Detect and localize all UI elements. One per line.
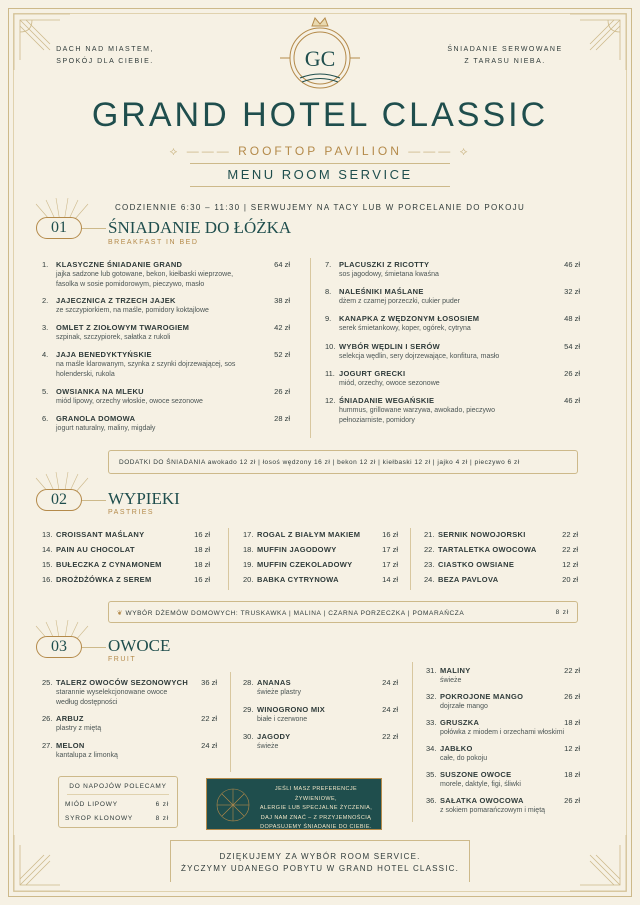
column-divider — [228, 528, 229, 590]
right-tagline: ŚNIADANIE SERWOWANE Z TARASU NIEBA. — [447, 46, 563, 65]
item-name: JOGURT GRECKI — [339, 369, 406, 378]
item-price: 26 zł — [274, 387, 290, 396]
item-name: MUFFIN CZEKOLADOWY — [257, 560, 353, 569]
menu-item — [426, 770, 580, 790]
item-number: 28. — [243, 678, 254, 687]
item-number: 14. — [42, 545, 53, 554]
item-number: 34. — [426, 744, 437, 753]
menu-item — [243, 530, 398, 540]
menu-item — [325, 287, 580, 307]
column-divider — [412, 662, 413, 822]
corner-ornament-bottom-left — [10, 825, 80, 895]
item-description: morele, daktyle, figi, śliwki — [440, 781, 521, 788]
sunburst-icon — [213, 785, 253, 825]
item-name: PAIN AU CHOCOLAT — [56, 545, 135, 554]
column-divider — [230, 672, 231, 772]
jams-price: 8 zł — [555, 609, 569, 616]
item-price: 24 zł — [382, 705, 398, 714]
item-description: miód, orzechy, owoce sezonowe — [339, 380, 440, 387]
item-name: GRUSZKA — [440, 718, 480, 727]
item-name: DROŻDŻÓWKA Z SEREM — [56, 575, 152, 584]
item-description: serek śmietankowy, koper, ogórek, cytryna — [339, 325, 471, 332]
item-name: POKROJONE MANGO — [440, 692, 524, 701]
item-price: 22 zł — [382, 732, 398, 741]
menu-item — [424, 575, 578, 585]
item-number: 4. — [42, 350, 49, 359]
item-number: 32. — [426, 692, 437, 701]
item-number: 27. — [42, 741, 53, 750]
item-price: 38 zł — [274, 296, 290, 305]
item-price: 12 zł — [562, 560, 578, 569]
item-name: PLACUSZKI Z RICOTTY — [339, 260, 430, 269]
menu-item — [243, 560, 398, 570]
item-price: 22 zł — [564, 666, 580, 675]
item-price: 54 zł — [564, 342, 580, 351]
menu-title: MENU ROOM SERVICE — [227, 167, 413, 182]
menu-item — [42, 575, 210, 585]
item-name: TALERZ OWOCÓW SEZONOWYCH — [56, 678, 189, 687]
item-price: 22 zł — [562, 530, 578, 539]
item-number: 5. — [42, 387, 49, 396]
item-number: 13. — [42, 530, 53, 539]
item-price: 16 zł — [194, 575, 210, 584]
drink-name: MIÓD LIPOWY — [65, 801, 118, 808]
item-name: WYBÓR WĘDLIN I SERÓW — [339, 342, 440, 351]
item-name: ANANAS — [257, 678, 291, 687]
item-name: SERNIK NOWOJORSKI — [438, 530, 526, 539]
item-number: 7. — [325, 260, 332, 269]
item-name: JABŁKO — [440, 744, 473, 753]
pavilion-subtitle: ⟡ ——— ROOFTOP PAVILION ——— ⟡ — [169, 144, 471, 158]
divider — [82, 500, 106, 501]
item-name: WINOGRONO MIX — [257, 705, 326, 714]
section-title: OWOCE — [108, 636, 171, 655]
section-subtitle: FRUIT — [108, 656, 137, 663]
menu-item — [325, 260, 580, 280]
extras-box — [108, 450, 578, 474]
corner-ornament-top-right — [560, 10, 630, 80]
hotel-monogram-logo — [260, 12, 380, 96]
divider — [190, 186, 450, 187]
menu-item — [243, 705, 398, 725]
item-description: kantalupa z limonką — [56, 752, 118, 759]
dietary-note: JEŚLI MASZ PREFERENCJE ŻYWIENIOWE, ALERGIE LUB SPECJALNE ŻYCZENIA, DAJ NAM ZNAĆ – Z PRZYJEMNOŚCIĄ DOPASUJEMY ŚNIADANIE DO CIEBIE. — [259, 786, 373, 830]
item-description: dojrzałe mango — [440, 703, 488, 710]
item-name: GRANOLA DOMOWA — [56, 414, 136, 423]
divider — [82, 647, 106, 648]
jams-text: WYBÓR DŻEMÓW DOMOWYCH: TRUSKAWKA | MALINA | CZARNA PORZECZKA | POMARAŃCZA — [125, 610, 465, 617]
menu-item — [243, 732, 398, 752]
item-number: 6. — [42, 414, 49, 423]
item-price: 16 zł — [382, 530, 398, 539]
hotel-title: GRAND HOTEL CLASSIC — [91, 96, 549, 134]
corner-ornament-bottom-right — [560, 825, 630, 895]
section-subtitle: BREAKFAST IN BED — [108, 239, 199, 246]
item-number: 31. — [426, 666, 437, 675]
item-price: 42 zł — [274, 323, 290, 332]
item-number: 33. — [426, 718, 437, 727]
menu-item — [424, 560, 578, 570]
item-price: 48 zł — [564, 314, 580, 323]
item-price: 20 zł — [562, 575, 578, 584]
section-subtitle: PASTRIES — [108, 509, 155, 516]
item-number: 16. — [42, 575, 53, 584]
item-number: 2. — [42, 296, 49, 305]
item-number: 35. — [426, 770, 437, 779]
menu-item — [426, 718, 580, 738]
menu-item — [42, 387, 290, 407]
item-number: 9. — [325, 314, 332, 323]
item-number: 1. — [42, 260, 49, 269]
item-price: 26 zł — [564, 796, 580, 805]
item-price: 26 zł — [564, 692, 580, 701]
menu-item — [42, 260, 290, 289]
item-description: całe, do pokoju — [440, 755, 488, 762]
left-tagline: DACH NAD MIASTEM, SPOKÓJ DLA CIEBIE. — [56, 46, 154, 65]
item-name: BEZA PAVLOVA — [438, 575, 499, 584]
item-name: SUSZONE OWOCE — [440, 770, 512, 779]
menu-item — [42, 714, 217, 734]
menu-item — [42, 741, 217, 761]
item-price: 26 zł — [564, 369, 580, 378]
item-number: 19. — [243, 560, 254, 569]
item-number: 15. — [42, 560, 53, 569]
section-title: ŚNIADANIE DO ŁÓŻKA — [108, 218, 292, 237]
item-name: CROISSANT MAŚLANY — [56, 530, 145, 539]
item-number: 23. — [424, 560, 435, 569]
menu-item — [325, 314, 580, 334]
item-price: 32 zł — [564, 287, 580, 296]
item-name: CIASTKO OWSIANE — [438, 560, 515, 569]
item-price: 22 zł — [562, 545, 578, 554]
item-name: OWSIANKA NA MLEKU — [56, 387, 144, 396]
item-name: SAŁATKA OWOCOWA — [440, 796, 524, 805]
divider — [82, 228, 106, 229]
column-divider — [310, 258, 311, 438]
item-name: ARBUZ — [56, 714, 84, 723]
item-number: 12. — [325, 396, 336, 405]
item-description: z sokiem pomarańczowym i miętą — [440, 807, 546, 814]
menu-item — [243, 678, 398, 698]
item-price: 52 zł — [274, 350, 290, 359]
menu-item — [243, 545, 398, 555]
item-name: MUFFIN JAGODOWY — [257, 545, 337, 554]
menu-item — [42, 560, 210, 570]
item-name: ŚNIADANIE WEGAŃSKIE — [339, 396, 435, 405]
item-description: połówka z miodem i orzechami włoskimi — [440, 729, 565, 736]
item-price: 46 zł — [564, 396, 580, 405]
menu-item — [426, 796, 580, 816]
drinks-box — [58, 776, 178, 828]
menu-item — [426, 692, 580, 712]
item-price: 64 zł — [274, 260, 290, 269]
menu-item — [325, 342, 580, 362]
item-number: 24. — [424, 575, 435, 584]
item-number: 21. — [424, 530, 435, 539]
leaf-icon: ❦ — [117, 610, 126, 617]
item-description: hummus, grillowane warzywa, awokado, pieczywo pełnoziarniste, pomidory — [339, 407, 496, 424]
item-name: MALINY — [440, 666, 471, 675]
item-description: dżem z czarnej porzeczki, cukier puder — [339, 298, 460, 305]
item-price: 18 zł — [564, 770, 580, 779]
item-name: JAJA BENEDYKTYŃSKIE — [56, 350, 152, 359]
item-description: szpinak, szczypiorek, sałatka z rukoli — [56, 334, 171, 341]
item-description: miód lipowy, orzechy włoskie, owoce sezonowe — [56, 398, 203, 405]
service-hours: CODZIENNIE 6:30 – 11:30 | SERWUJEMY NA TACY LUB W PORCELANIE DO POKOJU — [114, 203, 526, 212]
menu-item — [426, 666, 580, 686]
column-divider — [410, 528, 411, 590]
menu-item — [42, 530, 210, 540]
item-price: 12 zł — [564, 744, 580, 753]
section-title: WYPIEKI — [108, 489, 180, 508]
item-description: starannie wyselekcjonowane owoce według dostępności — [56, 689, 168, 706]
section-number: 02 — [36, 489, 82, 511]
item-name: JAGODY — [257, 732, 291, 741]
item-number: 36. — [426, 796, 437, 805]
item-number: 26. — [42, 714, 53, 723]
menu-item — [424, 530, 578, 540]
footer-box — [170, 840, 470, 882]
footer-text: DZIĘKUJEMY ZA WYBÓR ROOM SERVICE. ŻYCZYMY UDANEGO POBYTU W GRAND HOTEL CLASSIC. — [180, 852, 460, 873]
item-name: BABKA CYTRYNOWA — [257, 575, 339, 584]
menu-item — [42, 414, 290, 434]
svg-text:GC: GC — [304, 46, 336, 71]
item-description: selekcja wędlin, sery dojrzewające, konfitura, masło — [339, 353, 500, 360]
menu-item — [243, 575, 398, 585]
item-price: 36 zł — [201, 678, 217, 687]
item-price: 18 zł — [194, 545, 210, 554]
menu-item — [42, 323, 290, 343]
item-price: 24 zł — [201, 741, 217, 750]
section-number: 01 — [36, 217, 82, 239]
item-description: białe i czerwone — [257, 716, 308, 723]
item-description: plastry z miętą — [56, 725, 102, 732]
item-name: KANAPKA Z WĘDZONYM ŁOSOSIEM — [339, 314, 480, 323]
item-number: 20. — [243, 575, 254, 584]
item-number: 8. — [325, 287, 332, 296]
menu-item — [424, 545, 578, 555]
section-number: 03 — [36, 636, 82, 658]
item-description: świeże — [440, 677, 462, 684]
item-name: TARTALETKA OWOCOWA — [438, 545, 537, 554]
item-price: 18 zł — [564, 718, 580, 727]
dietary-note-box — [206, 778, 382, 830]
item-description: ze szczypiorkiem, na maśle, pomidory koktajlowe — [56, 307, 209, 314]
drink-price: 8 zł — [155, 815, 169, 822]
item-description: na maśle klarowanym, szynka z szynki dojrzewającej, sos holenderski, rukola — [56, 361, 236, 378]
item-number: 3. — [42, 323, 49, 332]
item-number: 22. — [424, 545, 435, 554]
item-price: 17 zł — [382, 545, 398, 554]
menu-item — [325, 369, 580, 389]
item-price: 17 zł — [382, 560, 398, 569]
item-name: KLASYCZNE ŚNIADANIE GRAND — [56, 260, 183, 269]
item-name: JAJECZNICA Z TRZECH JAJEK — [56, 296, 176, 305]
item-price: 46 zł — [564, 260, 580, 269]
item-description: jajka sadzone lub gotowane, bekon, kiełbaski wieprzowe, fasolka w sosie pomidorowym, pieczywo, masło — [56, 271, 234, 288]
menu-item — [325, 396, 580, 425]
item-price: 16 zł — [194, 530, 210, 539]
item-description: świeże — [257, 743, 279, 750]
item-description: sos jagodowy, śmietana kwaśna — [339, 271, 439, 278]
item-price: 14 zł — [382, 575, 398, 584]
item-number: 17. — [243, 530, 254, 539]
menu-item — [42, 678, 217, 707]
drink-price: 6 zł — [155, 801, 169, 808]
item-name: OMLET Z ZIOŁOWYM TWAROGIEM — [56, 323, 190, 332]
menu-item — [42, 296, 290, 316]
item-number: 30. — [243, 732, 254, 741]
drinks-title: DO NAPOJÓW POLECAMY — [69, 783, 167, 790]
jams-box — [108, 601, 578, 623]
item-number: 10. — [325, 342, 336, 351]
item-price: 28 zł — [274, 414, 290, 423]
drink-name: SYROP KLONOWY — [65, 815, 134, 822]
menu-item — [42, 545, 210, 555]
divider — [190, 163, 450, 164]
item-name: ROGAL Z BIAŁYM MAKIEM — [257, 530, 361, 539]
item-number: 11. — [325, 369, 335, 378]
extras-text: DODATKI DO ŚNIADANIA awokado 12 zł | łosoś wędzony 16 zł | bekon 12 zł | kiełbaski 12 zł | jajko 4 zł | pieczywo 6 zł — [119, 459, 520, 466]
menu-item — [426, 744, 580, 764]
item-price: 22 zł — [201, 714, 217, 723]
item-description: świeże plastry — [257, 689, 301, 696]
item-number: 29. — [243, 705, 254, 714]
item-number: 18. — [243, 545, 254, 554]
item-description: jogurt naturalny, maliny, migdały — [56, 425, 156, 432]
menu-item — [42, 350, 290, 379]
item-price: 24 zł — [382, 678, 398, 687]
item-name: NALEŚNIKI MAŚLANE — [339, 287, 424, 296]
item-price: 18 zł — [194, 560, 210, 569]
item-name: MELON — [56, 741, 85, 750]
item-number: 25. — [42, 678, 53, 687]
item-name: BUŁECZKA Z CYNAMONEM — [56, 560, 162, 569]
